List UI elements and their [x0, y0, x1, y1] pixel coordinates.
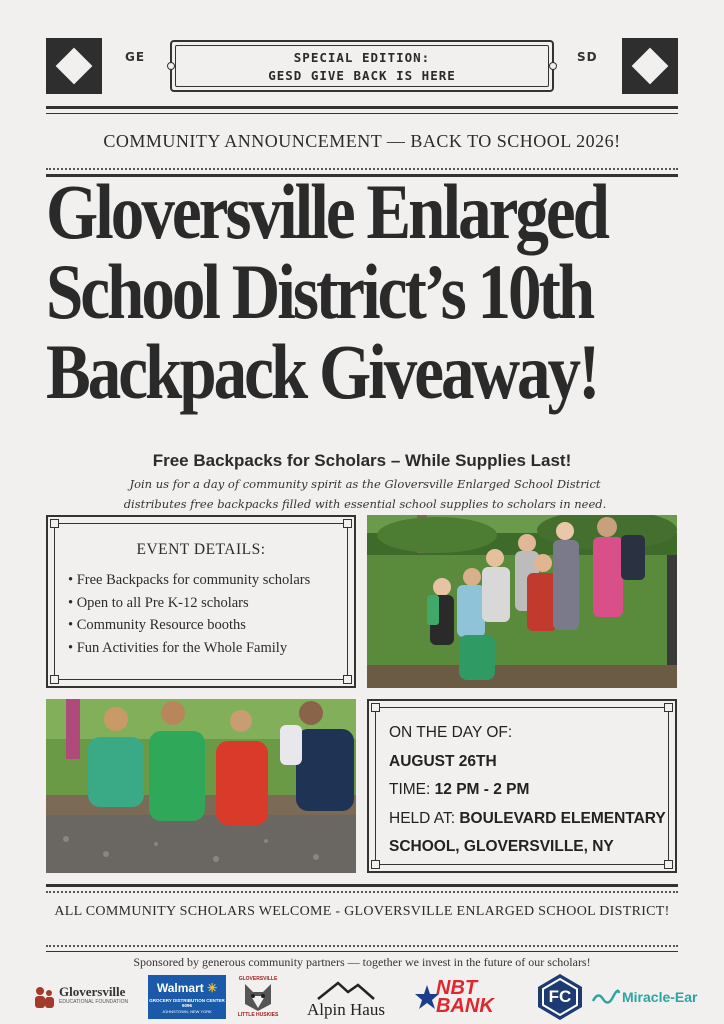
held-at-label: HELD AT:	[389, 809, 460, 827]
corner-ornament-icon	[664, 703, 673, 712]
sponsor-line: Sponsored by generous community partners — together we invest in the future of our scholars!	[133, 955, 591, 969]
headline-line-2: School District’s 10th	[46, 248, 593, 335]
gloversville-logo-name: Gloversville	[59, 984, 126, 999]
special-edition-banner	[170, 40, 554, 92]
photo-backpacks	[46, 699, 356, 873]
logo-walmart	[148, 972, 226, 1022]
logo-alpin-haus	[294, 972, 398, 1022]
day-info-box	[367, 699, 677, 873]
miracle-logo-name: Miracle-Ear	[622, 989, 698, 1005]
photo-kids-group	[367, 515, 677, 688]
nbt-logo-name2: BANK	[436, 995, 494, 1017]
walmart-spark-icon: ✳	[207, 981, 218, 995]
walmart-logo-name: Walmart	[156, 981, 204, 995]
family-icon	[34, 986, 56, 1008]
day-info-intro: ON THE DAY OF:	[389, 724, 513, 741]
masthead-rule-thin	[46, 113, 678, 114]
logo-gloversville-foundation	[34, 972, 146, 1022]
event-date: AUGUST 26TH	[389, 752, 497, 770]
gloversville-logo-sub: EDUCATIONAL FOUNDATION	[59, 999, 129, 1005]
walmart-logo-sub1: GROCERY DISTRIBUTION CENTER 6096	[149, 998, 225, 1008]
subhead: Free Backpacks for Scholars – While Supplies Last!	[152, 451, 572, 470]
logo-little-huskies	[230, 972, 286, 1022]
sponsor-logos	[30, 972, 720, 1022]
masthead-right-code: SD	[577, 50, 598, 64]
community-announcement: COMMUNITY ANNOUNCEMENT — BACK TO SCHOOL 2026!	[103, 131, 621, 151]
masthead-left-code: GE	[125, 50, 146, 64]
footer-rule-dotted	[46, 891, 678, 893]
time-label: TIME:	[389, 781, 435, 798]
husky-icon	[241, 982, 275, 1012]
footer-rule	[46, 884, 678, 887]
logo-nbt-bank	[414, 972, 520, 1022]
banner-line-1: SPECIAL EDITION:	[293, 50, 431, 65]
wave-icon	[592, 989, 620, 1005]
event-detail-item: • Free Backpacks for community scholars	[68, 569, 310, 592]
headline-line-1: Gloversville Enlarged	[46, 168, 607, 255]
event-details-box	[46, 515, 356, 688]
logo-fc	[530, 972, 590, 1022]
alpin-logo-name: Alpin Haus	[307, 1000, 385, 1019]
fc-logo-name: FC	[548, 987, 572, 1006]
corner-ornament-icon	[343, 675, 352, 684]
day-info-text	[389, 719, 666, 862]
huskies-logo-bottom: LITTLE HUSKIES	[237, 1012, 279, 1018]
event-location-1: BOULEVARD ELEMENTARY	[459, 809, 666, 827]
headline	[46, 168, 607, 415]
welcome-text: ALL COMMUNITY SCHOLARS WELCOME - GLOVERSVILLE ENLARGED SCHOOL DISTRICT!	[54, 904, 670, 919]
masthead-rule	[46, 106, 678, 109]
sponsor-rule-dotted	[46, 945, 678, 947]
event-details-title: EVENT DETAILS:	[136, 541, 266, 558]
nbt-logo-name1: NBT	[436, 977, 478, 999]
corner-ornament-icon	[371, 703, 380, 712]
sponsor-rule	[46, 951, 678, 952]
headline-line-3: Backpack Giveaway!	[46, 328, 598, 415]
event-detail-item: • Community Resource booths	[68, 614, 310, 637]
corner-ornament-icon	[371, 860, 380, 869]
event-detail-item: • Fun Activities for the Whole Family	[68, 637, 310, 660]
event-time: 12 PM - 2 PM	[434, 781, 530, 798]
walmart-logo-sub2: JOHNSTOWN, NEW YORK	[162, 1009, 212, 1014]
mountain-icon	[316, 980, 376, 1000]
banner-line-2: GESD GIVE BACK IS HERE	[268, 68, 456, 83]
diamond-ornament-right	[622, 38, 678, 94]
diamond-ornament-left	[46, 38, 102, 94]
event-location-2: SCHOOL, GLOVERSVILLE, NY	[389, 838, 614, 855]
corner-ornament-icon	[343, 519, 352, 528]
intro-text: Join us for a day of community spirit as the Gloversville Enlarged School District distributes free backpacks filled with essential school supplies to scholars in need.	[123, 477, 607, 511]
corner-ornament-icon	[50, 519, 59, 528]
corner-ornament-icon	[50, 675, 59, 684]
huskies-logo-top: GLOVERSVILLE	[238, 976, 278, 982]
event-detail-item: • Open to all Pre K-12 scholars	[68, 592, 310, 615]
logo-miracle-ear	[592, 972, 718, 1022]
event-details-list	[68, 569, 310, 659]
